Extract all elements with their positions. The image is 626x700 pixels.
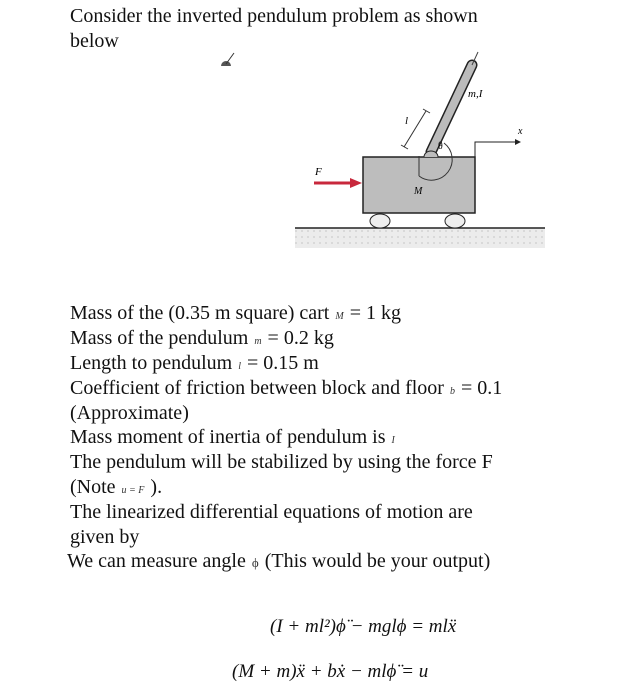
pendulum-rod xyxy=(431,52,478,152)
param-friction: Coefficient of friction between block and floor b = 0.1 xyxy=(70,377,503,399)
label-length: l xyxy=(405,115,409,127)
equation-1: (I + ml²)ϕ̈ − mglϕ = mlẍ xyxy=(270,616,457,637)
given-line: given by xyxy=(70,526,140,548)
label-mass-inertia: m,I xyxy=(468,88,483,100)
wheel-right xyxy=(445,214,465,228)
intro-line-1: Consider the inverted pendulum problem as shown xyxy=(70,5,478,27)
x-axis-arrow xyxy=(475,142,515,157)
label-x: x xyxy=(518,126,523,137)
stabilized-line: The pendulum will be stabilized by using the force F xyxy=(70,451,493,473)
label-force: F xyxy=(315,166,322,178)
equation-2: (M + m)ẍ + bẋ − mlϕ̈ = u xyxy=(232,661,429,682)
measure-line: We can measure angle ϕ (This would be your output) xyxy=(67,550,491,572)
label-angle: θ xyxy=(438,141,443,152)
param-cart-mass: Mass of the (0.35 m square) cart M = 1 kg xyxy=(70,302,401,324)
stray-mark-icon xyxy=(221,53,234,66)
inertia-line: Mass moment of inertia of pendulum is I xyxy=(70,426,395,448)
param-length: Length to pendulum l = 0.15 m xyxy=(70,352,319,374)
note-line: (Note u = F ). xyxy=(70,476,163,498)
param-pendulum-mass: Mass of the pendulum m = 0.2 kg xyxy=(70,327,334,349)
intro-line-2: below xyxy=(70,30,119,52)
wheel-left xyxy=(370,214,390,228)
ground xyxy=(295,228,545,248)
inverted-pendulum-diagram xyxy=(0,0,626,300)
linearized-line: The linearized differential equations of motion are xyxy=(70,501,473,523)
approximate-note: (Approximate) xyxy=(70,402,189,424)
label-cart: M xyxy=(414,186,423,197)
